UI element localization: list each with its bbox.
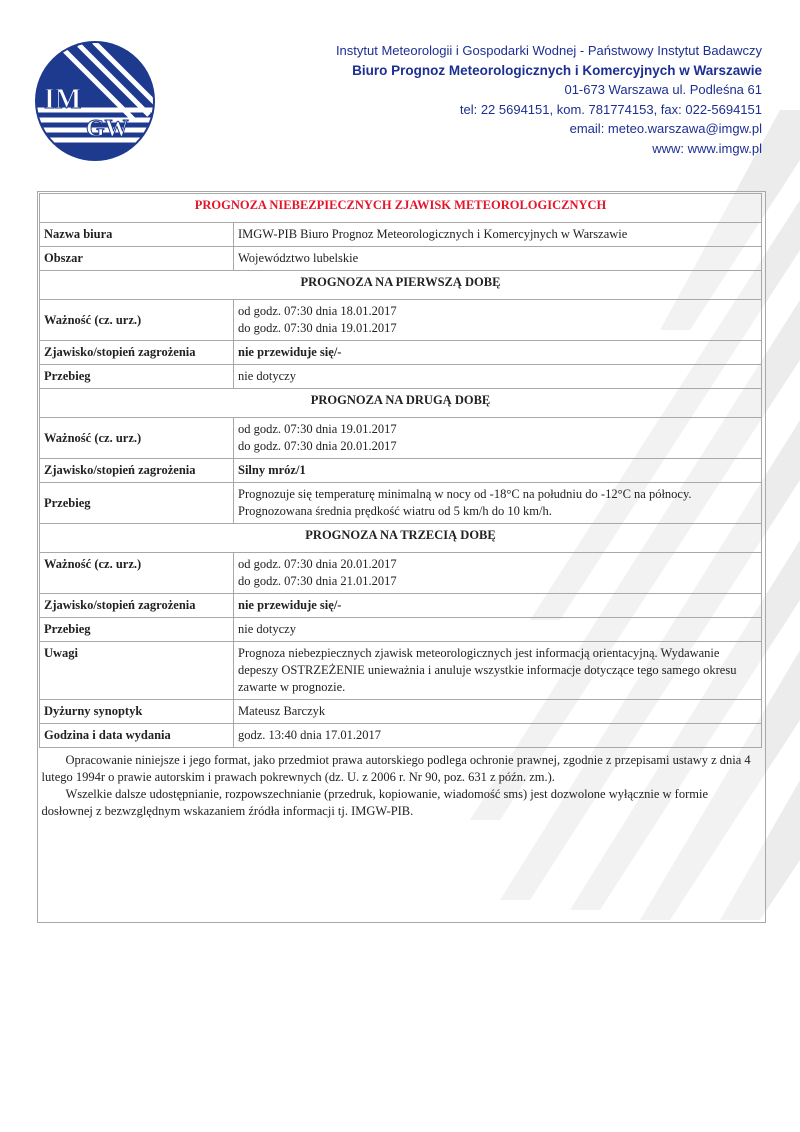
day1-course-value: nie dotyczy bbox=[234, 365, 762, 389]
day2-phenomenon-value: Silny mróz/1 bbox=[234, 459, 762, 483]
forecaster-label: Dyżurny synoptyk bbox=[40, 700, 234, 724]
remarks-value: Prognoza niebezpiecznych zjawisk meteorologicznych jest informacją orientacyjną. Wydawanie depeszy OSTRZEŻENIE unieważnia i anuluje wszystkie informacje dotyczące tego samego okresu zawarte w prognozie. bbox=[234, 642, 762, 700]
logo-text-gw: GW bbox=[86, 116, 129, 142]
office-value: IMGW-PIB Biuro Prognoz Meteorologicznych i Komercyjnych w Warszawie bbox=[234, 223, 762, 247]
day2-phenomenon-label: Zjawisko/stopień zagrożenia bbox=[40, 459, 234, 483]
day2-validity-value bbox=[234, 418, 762, 459]
phone: tel: 22 5694151, kom. 781774153, fax: 022-5694151 bbox=[459, 101, 762, 117]
day2-course-line1: Prognozuje się temperaturę minimalną w nocy od -18°C na południu do -12°C na północy. bbox=[238, 487, 692, 501]
day2-course-line2: Prognozowana średnia prędkość wiatru od 5 km/h do 10 km/h. bbox=[238, 504, 552, 518]
email[interactable]: email: meteo.warszawa@imgw.pl bbox=[569, 121, 762, 136]
day1-validity-value bbox=[234, 300, 762, 341]
day1-phenomenon-label: Zjawisko/stopień zagrożenia bbox=[40, 341, 234, 365]
document-title: PROGNOZA NIEBEZPIECZNYCH ZJAWISK METEOROLOGICZNYCH bbox=[40, 194, 762, 223]
day2-validity-to: do godz. 07:30 dnia 20.01.2017 bbox=[238, 439, 397, 453]
day3-course-label: Przebieg bbox=[40, 618, 234, 642]
day1-validity-to: do godz. 07:30 dnia 19.01.2017 bbox=[238, 321, 397, 335]
day2-validity-from: od godz. 07:30 dnia 19.01.2017 bbox=[238, 422, 397, 436]
day3-validity-from: od godz. 07:30 dnia 20.01.2017 bbox=[238, 557, 397, 571]
day3-phenomenon-label: Zjawisko/stopień zagrożenia bbox=[40, 594, 234, 618]
imgw-logo bbox=[34, 40, 156, 162]
forecaster-value: Mateusz Barczyk bbox=[234, 700, 762, 724]
remarks-label: Uwagi bbox=[40, 642, 234, 700]
institute-name: Instytut Meteorologii i Gospodarki Wodnej - Państwowy Instytut Badawczy bbox=[335, 43, 762, 58]
day1-validity-from: od godz. 07:30 dnia 18.01.2017 bbox=[238, 304, 397, 318]
day3-validity-label: Ważność (cz. urz.) bbox=[40, 553, 234, 594]
issued-value: godz. 13:40 dnia 17.01.2017 bbox=[234, 724, 762, 748]
day1-course-label: Przebieg bbox=[40, 365, 234, 389]
institution-header bbox=[336, 41, 762, 158]
website[interactable]: www: www.imgw.pl bbox=[652, 140, 762, 156]
day3-course-value: nie dotyczy bbox=[234, 618, 762, 642]
office-label: Nazwa biura bbox=[40, 223, 234, 247]
day3-validity-to: do godz. 07:30 dnia 21.01.2017 bbox=[238, 574, 397, 588]
day3-heading: PROGNOZA NA TRZECIĄ DOBĘ bbox=[40, 524, 762, 553]
logo-text-im: IM bbox=[44, 84, 82, 115]
day2-validity-label: Ważność (cz. urz.) bbox=[40, 418, 234, 459]
area-label: Obszar bbox=[40, 247, 234, 271]
day2-course-label: Przebieg bbox=[40, 483, 234, 524]
day3-validity-value bbox=[234, 553, 762, 594]
day1-phenomenon-value: nie przewiduje się/- bbox=[234, 341, 762, 365]
legal-notice bbox=[40, 748, 762, 827]
address: 01-673 Warszawa ul. Podleśna 61 bbox=[564, 82, 762, 97]
day2-course-value bbox=[234, 483, 762, 524]
day1-validity-label: Ważność (cz. urz.) bbox=[40, 300, 234, 341]
day2-heading: PROGNOZA NA DRUGĄ DOBĘ bbox=[40, 389, 762, 418]
copyright-notice: Opracowanie niniejsze i jego format, jako przedmiot prawa autorskiego podlega ochronie prawnej, zgodnie z przepisami ustawy z dnia 4 lutego 1994r o prawie autorskim i prawach pokrewnych (dz. U. z 2006 r. Nr 90, poz. 631 z późn. zm.). bbox=[41, 753, 751, 784]
bureau-name: Biuro Prognoz Meteorologicznych i Komercyjnych w Warszawie bbox=[352, 62, 762, 78]
forecast-table bbox=[39, 193, 762, 826]
distribution-notice: Wszelkie dalsze udostępnianie, rozpowszechnianie (przedruk, kopiowanie, wiadomość sms) jest dozwolone wyłącznie w formie dosłownej z bezwzględnym wskazaniem źródła informacji tj. IMGW-PIB. bbox=[41, 787, 708, 818]
day3-phenomenon-value: nie przewiduje się/- bbox=[234, 594, 762, 618]
issued-label: Godzina i data wydania bbox=[40, 724, 234, 748]
area-value: Województwo lubelskie bbox=[234, 247, 762, 271]
day1-heading: PROGNOZA NA PIERWSZĄ DOBĘ bbox=[40, 271, 762, 300]
